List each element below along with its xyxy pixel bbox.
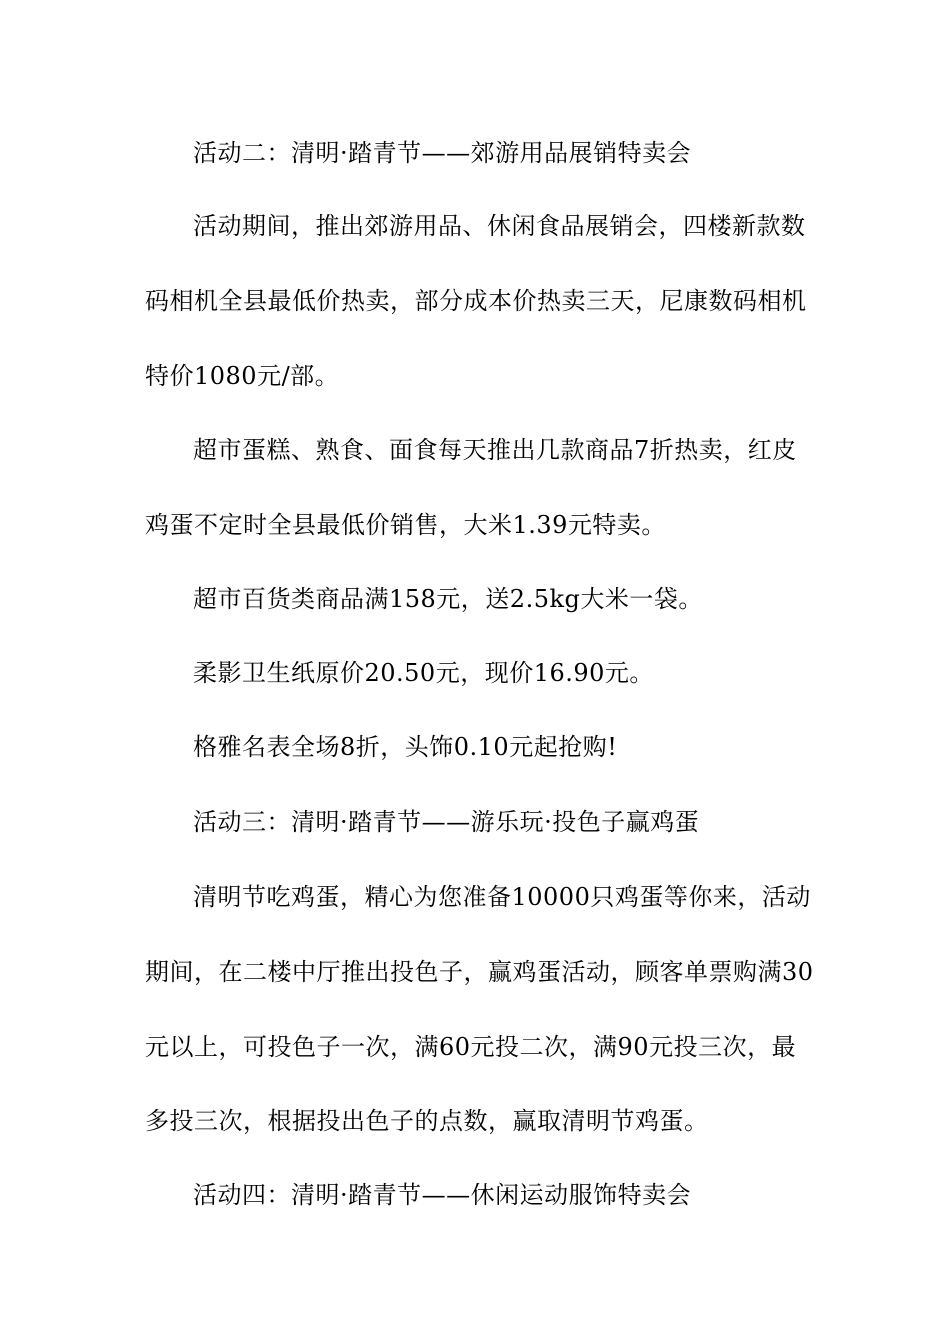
paragraph-line: 格雅名表全场8折，头饰0.10元起抢购! [193, 733, 618, 761]
paragraph-line: 柔影卫生纸原价20.50元，现价16.90元。 [193, 659, 654, 687]
paragraph-line: 超市百货类商品满158元，送2.5kg大米一袋。 [193, 585, 703, 613]
paragraph-line: 码相机全县最低价热卖，部分成本价热卖三天，尼康数码相机 [145, 287, 807, 315]
heading-activity-4: 活动四：清明·踏青节——休闲运动服饰特卖会 [193, 1181, 692, 1209]
paragraph-line: 多投三次，根据投出色子的点数，赢取清明节鸡蛋。 [145, 1107, 709, 1135]
paragraph-line: 超市蛋糕、熟食、面食每天推出几款商品7折热卖，红皮 [193, 436, 797, 464]
paragraph-line: 清明节吃鸡蛋，精心为您准备10000只鸡蛋等你来，活动 [193, 883, 811, 911]
heading-activity-2: 活动二：清明·踏青节——郊游用品展销特卖会 [193, 139, 692, 167]
heading-activity-3: 活动三：清明·踏青节——游乐玩·投色子赢鸡蛋 [193, 808, 700, 836]
paragraph-line: 元以上，可投色子一次，满60元投二次，满90元投三次，最 [145, 1033, 797, 1061]
paragraph-line: 鸡蛋不定时全县最低价销售，大米1.39元特卖。 [145, 511, 666, 539]
paragraph-line: 活动期间，推出郊游用品、休闲食品展销会，四楼新款数 [193, 212, 806, 240]
paragraph-line: 特价1080元/部。 [145, 362, 340, 390]
paragraph-line: 期间，在二楼中厅推出投色子，赢鸡蛋活动，顾客单票购满30 [145, 958, 814, 986]
